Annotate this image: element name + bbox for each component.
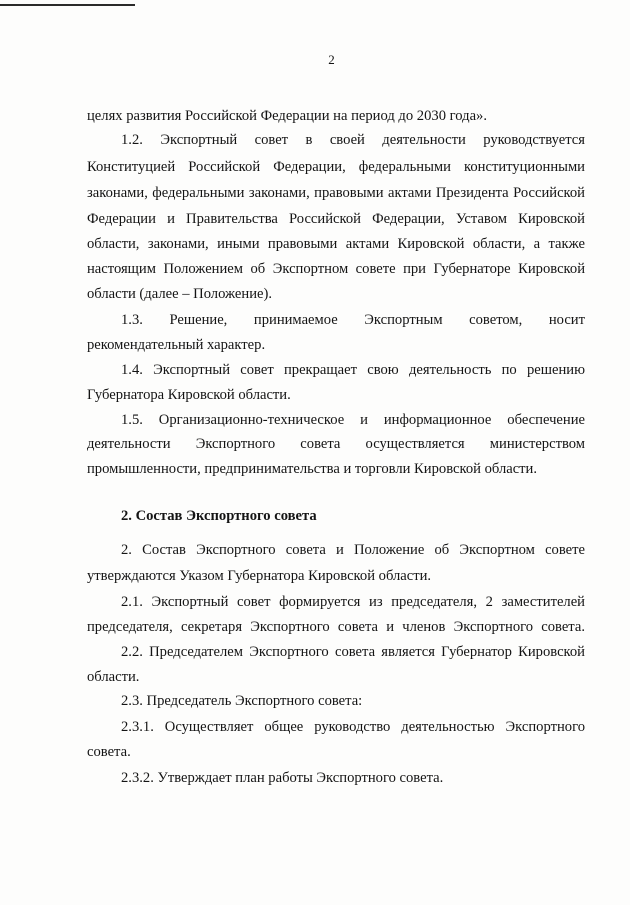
text-line: 1.4. Экспортный совет прекращает свою деятельность по решению <box>121 362 585 378</box>
text-line: 2.2. Председателем Экспортного совета является Губернатор Кировской <box>121 644 585 660</box>
text-line: области, законами, иными правовыми актами Кировской области, а также <box>87 236 585 252</box>
text-line: промышленности, предпринимательства и торговли Кировской области. <box>87 461 538 477</box>
text-line: 2.1. Экспортный совет формируется из председателя, 2 заместителей <box>121 594 585 610</box>
text-line: 2. Состав Экспортного совета и Положение об Экспортном совете <box>121 542 585 558</box>
text-line: утверждаются Указом Губернатора Кировской области. <box>87 568 432 584</box>
text-line: Конституцией Российской Федерации, федеральными конституционными <box>87 159 585 175</box>
page-number: 2 <box>328 52 335 67</box>
text-line: рекомендательный характер. <box>87 337 266 353</box>
text-line: области. <box>87 669 140 685</box>
text-line: 1.3. Решение, принимаемое Экспортным советом, носит <box>121 312 585 328</box>
text-line: законами, федеральными законами, правовыми актами Президента Российской <box>87 185 585 201</box>
text-line: целях развития Российской Федерации на период до 2030 года». <box>87 108 487 124</box>
text-line: 1.2. Экспортный совет в своей деятельности руководствуется <box>121 132 585 148</box>
text-line: деятельности Экспортного совета осуществляется министерством <box>87 436 585 452</box>
text-line: Губернатора Кировской области. <box>87 387 291 403</box>
section-heading: 2. Состав Экспортного совета <box>121 508 317 524</box>
text-line: области (далее – Положение). <box>87 286 272 302</box>
text-line: 2.3.2. Утверждает план работы Экспортного совета. <box>121 770 444 786</box>
text-line: совета. <box>87 744 131 760</box>
text-line: 2.3. Председатель Экспортного совета: <box>121 693 363 709</box>
text-line: настоящим Положением об Экспортном совете при Губернаторе Кировской <box>87 261 585 277</box>
text-line: 1.5. Организационно-техническое и информационное обеспечение <box>121 412 585 428</box>
text-line: 2.3.1. Осуществляет общее руководство деятельностью Экспортного <box>121 719 585 735</box>
scan-edge-line <box>0 4 135 6</box>
text-line: Федерации и Правительства Российской Федерации, Уставом Кировской <box>87 211 585 227</box>
text-line: председателя, секретаря Экспортного совета и членов Экспортного совета. <box>87 619 585 635</box>
